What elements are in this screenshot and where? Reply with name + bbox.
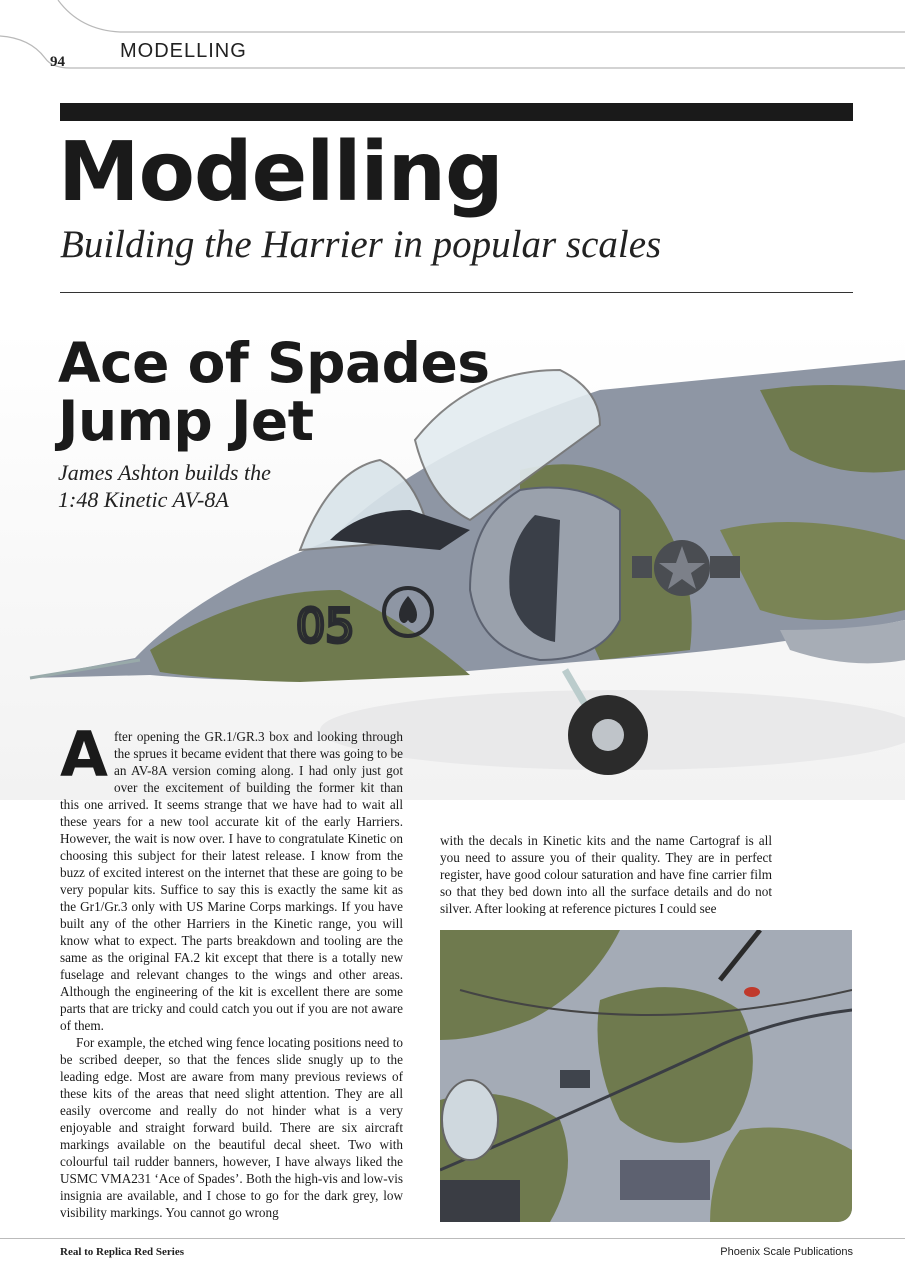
title-bar	[60, 103, 853, 121]
byline-line-1: James Ashton builds the	[58, 460, 271, 485]
footer-publisher: Phoenix Scale Publications	[720, 1246, 853, 1258]
drop-cap: A	[60, 718, 108, 791]
article-title-line-1: Ace of Spades	[58, 331, 490, 395]
body-column-1	[60, 718, 403, 1221]
paragraph-2: For example, the etched wing fence locating positions need to be scribed deeper, so that the fences slide snugly up to the leading edge. Most are aware from many previous reviews of these kits of the areas that need slight attention. They are all easily overcome and really do not hinder what is a very enjoyable and straight forward build. There are six aircraft markings available on the beautiful decal sheet. Two with colourful tail rudder banners, however, I have always liked the USMC VMA231 ‘Ace of Spades’. Both the high-vis and low-vis insignia are available, and I chose to go for the dark grey, low visibility markings. You cannot go wrong	[60, 1035, 403, 1220]
paragraph-3: with the decals in Kinetic kits and the name Cartograf is all you need to assure you of their quality. They are in perfect register, have good colour saturation and have fine carrier film so that they bed down into all the surface details and do not silver. After looking at reference pictures I could see	[440, 833, 772, 916]
body-column-2	[440, 832, 772, 917]
footer-rule	[0, 1238, 905, 1239]
paragraph-1: fter opening the GR.1/GR.3 box and looking through the sprues it became evident that there was going to be an AV-8A version coming along. I had only just got over the excitement of building the former kit than this one arrived. It seems strange that we have had to wait all these years for a new tool accurate kit of the early Harriers. However, the wait is now over. I have to congratulate Kinetic on choosing this subject for their latest release. I know from the buzz of excited interest on the internet that these are going to be very popular kits. Suffice to say this is exactly the same kit as the Gr1/Gr.3 only with US Marine Corps markings. If you have built any of the other Harriers in the Kinetic range, you will know what to expect. The parts breakdown and tooling are the same as the original FA.2 kit except that there is a totally new fuselage and relevant changes to the wings and other areas. Although the engineering of the kit is excellent there are some parts that are tricky and could catch you out if you are not aware of them.	[60, 729, 403, 1033]
footer-series: Real to Replica Red Series	[60, 1246, 185, 1258]
nose-number: 05	[296, 599, 355, 653]
byline-line-2: 1:48 Kinetic AV-8A	[58, 486, 229, 512]
section-label: MODELLING	[120, 40, 247, 62]
article-title	[58, 331, 490, 454]
article-title-line-2: Jump Jet	[58, 389, 314, 454]
feature-subtitle: Building the Harrier in popular scales	[60, 223, 662, 266]
title-rule	[60, 292, 853, 293]
page-number: 94	[50, 54, 65, 70]
wing-detail-photo	[440, 930, 852, 1222]
feature-title: Modelling	[58, 125, 503, 220]
byline	[58, 460, 271, 514]
